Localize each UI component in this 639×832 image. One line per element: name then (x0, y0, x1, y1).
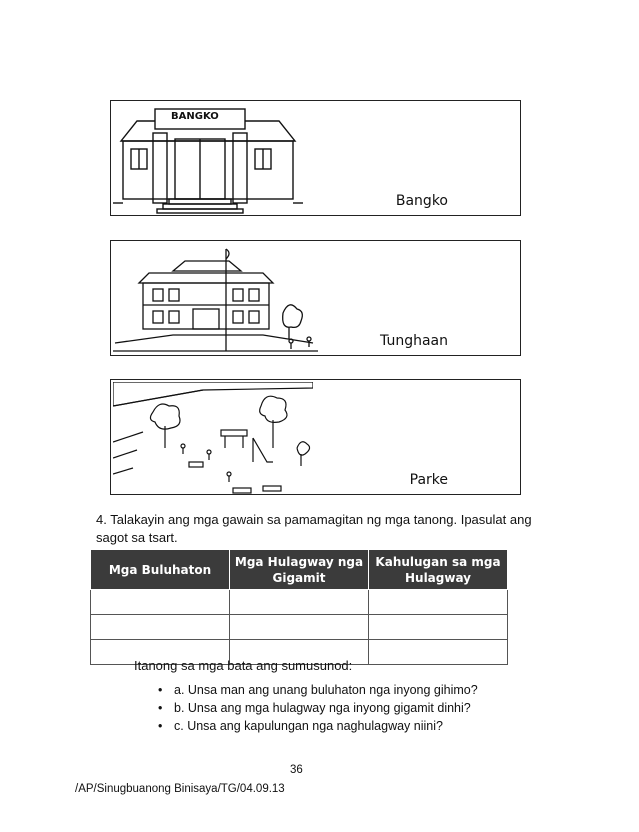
ask-intro: Itanong sa mga bata ang sumusunod: (134, 658, 353, 673)
table-cell (369, 615, 508, 640)
table-cell (91, 590, 230, 615)
footer-code: /AP/Sinugbuanong Binisaya/TG/04.09.13 (75, 783, 285, 795)
table-cell (369, 590, 508, 615)
table-row (91, 615, 508, 640)
header-buluhaton: Mga Buluhaton (91, 550, 230, 590)
page-number: 36 (290, 764, 303, 776)
school-card (110, 240, 521, 356)
park-card (110, 379, 521, 495)
school-building-drawing-icon (113, 243, 318, 355)
header-kahulugan: Kahulugan sa mga Hulagway (369, 550, 508, 590)
chart-header-row (91, 550, 508, 590)
bank-sign-text: BANGKO (171, 111, 219, 122)
table-cell (91, 615, 230, 640)
list-item: • b. Unsa ang mga hulagway nga inyong gigamit dinhi? (158, 699, 478, 717)
school-caption: Tunghaan (380, 333, 448, 349)
header-hulagway: Mga Hulagway nga Gigamit (230, 550, 369, 590)
table-cell (230, 590, 369, 615)
table-cell (230, 615, 369, 640)
question-4-instruction: 4. Talakayin ang mga gawain sa pamamagitan ng mga tanong. Ipasulat ang sagot sa tsart. (96, 512, 532, 545)
list-item: • a. Unsa man ang unang buluhaton nga inyong gihimo? (158, 681, 478, 699)
park-drawing-icon (113, 382, 313, 494)
answer-chart (90, 549, 508, 665)
table-row (91, 590, 508, 615)
park-caption: Parke (409, 472, 448, 488)
bank-card (110, 100, 521, 216)
bank-caption: Bangko (395, 193, 448, 209)
question-list (158, 681, 478, 735)
list-item: • c. Unsa ang kapulungan nga naghulagway niini? (158, 717, 478, 735)
table-cell (369, 640, 508, 665)
